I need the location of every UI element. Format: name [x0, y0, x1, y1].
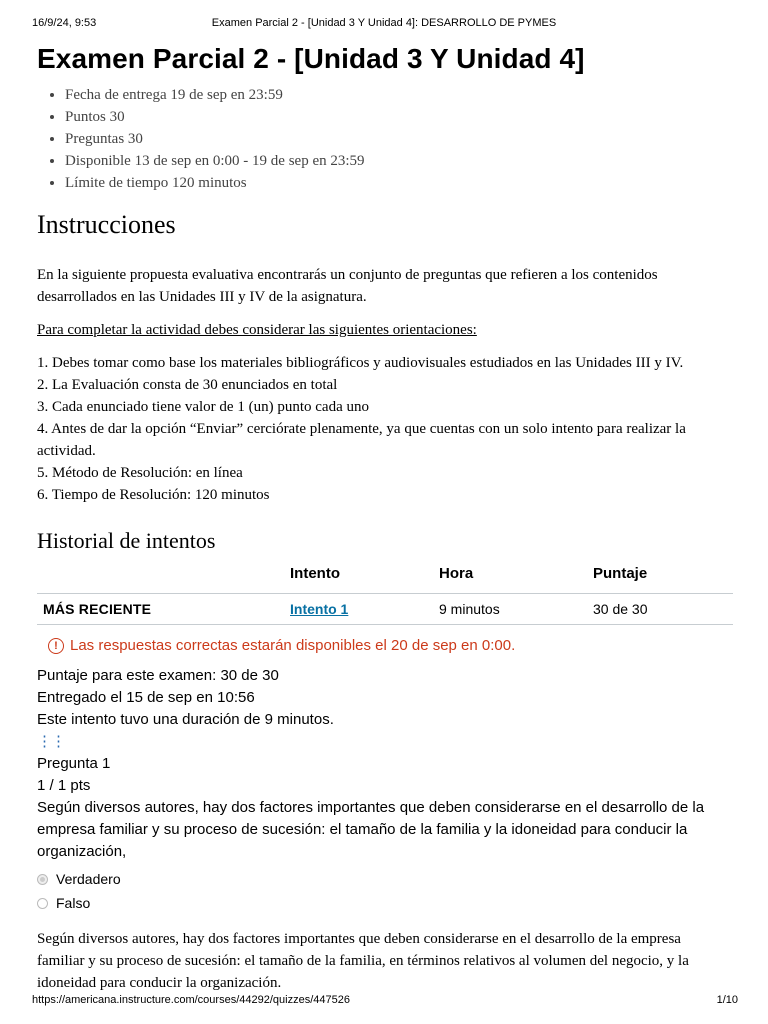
instructions-heading: Instrucciones	[37, 210, 176, 239]
attempt-cell	[284, 594, 433, 625]
attempt-score: 30 de 30	[587, 594, 733, 625]
column-header	[37, 565, 284, 594]
answer-options	[37, 867, 732, 915]
radio-icon[interactable]	[37, 898, 48, 909]
attempt-history-heading: Historial de intentos	[37, 528, 216, 553]
meta-questions: • Preguntas 30	[65, 128, 732, 150]
drag-handle-icon[interactable]: ⋮⋮	[37, 733, 65, 750]
answers-notice-text: Las respuestas correctas estarán disponibles el 20 de sep en 0:00.	[70, 637, 516, 654]
answer-option-falso[interactable]	[37, 891, 732, 915]
radio-selected-icon[interactable]	[37, 874, 48, 885]
page-title: Examen Parcial 2 - [Unidad 3 Y Unidad 4]	[37, 43, 585, 74]
answer-label: Falso	[56, 895, 91, 911]
table-row	[37, 594, 733, 625]
meta-time-limit: • Límite de tiempo 120 minutos	[65, 172, 732, 194]
attempt-label: MÁS RECIENTE	[37, 594, 284, 625]
instructions-orientations-title: Para completar la actividad debes considerar las siguientes orientaciones:	[37, 322, 477, 338]
instruction-step: 5. Método de Resolución: en línea	[37, 465, 243, 481]
print-page-number: 1/10	[716, 994, 738, 1006]
question-text: Según diversos autores, hay dos factores importantes que deben considerarse en el desarrollo de la empresa familiar y su proceso de sucesión: el tamaño de la familia y la idoneidad para conducir la organización,	[37, 799, 705, 860]
table-header-row	[37, 565, 733, 594]
attempt-time: 9 minutos	[433, 594, 587, 625]
warning-icon: !	[48, 638, 64, 654]
answer-explanation: Según diversos autores, hay dos factores importantes que deben considerarse en el desarrollo de la empresa familiar y su proceso de sucesión: el tamaño de la familia, en términos relativos al volumen del negocio, y la idoneidad para conducir la organización.	[37, 931, 689, 991]
column-header-time: Hora	[433, 565, 587, 594]
answer-label: Verdadero	[56, 871, 121, 887]
print-title: Examen Parcial 2 - [Unidad 3 Y Unidad 4]: DESARROLLO DE PYMES	[211, 17, 557, 29]
question-number: Pregunta 1	[37, 755, 111, 772]
instruction-step: 4. Antes de dar la opción “Enviar” cerciórate plenamente, ya que cuentas con un solo intento para realizar la actividad.	[37, 421, 686, 459]
print-datetime: 16/9/24, 9:53	[32, 17, 97, 29]
question-points: 1 / 1 pts	[37, 777, 91, 794]
summary-duration: Este intento tuvo una duración de 9 minutos.	[37, 711, 334, 728]
instructions-steps	[37, 352, 732, 506]
print-url: https://americana.instructure.com/courses/44292/quizzes/447526	[32, 994, 350, 1006]
instructions-intro: En la siguiente propuesta evaluativa encontrarás un conjunto de preguntas que refieren a los contenidos desarrollados en las Unidades III y IV de la asignatura.	[37, 267, 658, 305]
quiz-content	[37, 40, 732, 994]
question-block	[37, 753, 732, 863]
summary-score: Puntaje para este examen: 30 de 30	[37, 667, 279, 684]
instruction-step: 1. Debes tomar como base los materiales bibliográficos y audiovisuales estudiados en las Unidades III y IV.	[37, 355, 684, 371]
print-footer	[32, 994, 738, 1006]
print-header	[32, 17, 736, 29]
instruction-step: 6. Tiempo de Resolución: 120 minutos	[37, 487, 270, 503]
column-header-attempt: Intento	[284, 565, 433, 594]
meta-available: • Disponible 13 de sep en 0:00 - 19 de sep en 23:59	[65, 150, 732, 172]
attempt-summary	[37, 665, 732, 731]
summary-submitted: Entregado el 15 de sep en 10:56	[37, 689, 255, 706]
meta-due-date: • Fecha de entrega 19 de sep en 23:59	[65, 84, 732, 106]
instruction-step: 2. La Evaluación consta de 30 enunciados en total	[37, 377, 338, 393]
attempt-link[interactable]: Intento 1	[290, 601, 349, 617]
instruction-step: 3. Cada enunciado tiene valor de 1 (un) punto cada uno	[37, 399, 369, 415]
quiz-meta-list	[37, 84, 732, 194]
column-header-score: Puntaje	[587, 565, 733, 594]
answer-option-verdadero[interactable]	[37, 867, 732, 891]
answers-notice	[48, 637, 732, 654]
attempt-history-table	[37, 565, 733, 625]
meta-points: • Puntos 30	[65, 106, 732, 128]
